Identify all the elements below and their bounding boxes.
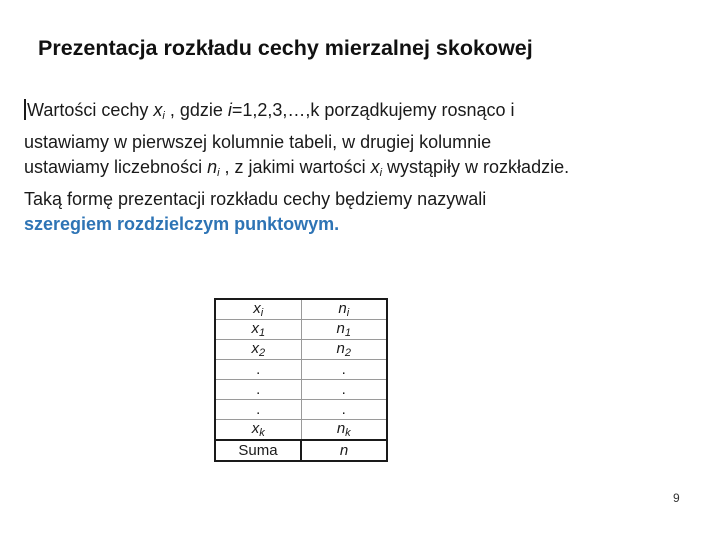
paragraph-line-3: ustawiamy liczebności $n_i$ , z jakimi wartości $x_i$ wystąpiły w rozkładzie. xyxy=(24,157,570,179)
n-cell: $n_1$ xyxy=(301,320,387,340)
x-cell: . xyxy=(215,400,301,420)
table-row xyxy=(215,400,387,420)
paragraph-line-1: Wartości cechy $x_i$ , gdzie i=1,2,3,…,k porządkujemy rosnąco i xyxy=(24,98,704,130)
distribution-table xyxy=(214,298,388,462)
page-number: 9 xyxy=(673,491,680,505)
paragraph-line-4: Taką formę prezentacji rozkładu cechy będziemy nazywali xyxy=(24,188,487,209)
table-sum-row xyxy=(215,440,387,461)
table-row xyxy=(215,360,387,380)
n-cell: . xyxy=(301,360,387,380)
header-x-cell: $x_i$ xyxy=(215,299,301,320)
x-cell: $x_k$ xyxy=(215,420,301,441)
n-cell: $n_k$ xyxy=(301,420,387,441)
highlighted-term: szeregiem rozdzielczym punktowym. xyxy=(24,214,340,234)
table-row xyxy=(215,420,387,441)
x-cell: . xyxy=(215,360,301,380)
header-n-cell: $n_i$ xyxy=(301,299,387,320)
slide-title: Prezentacja rozkładu cechy mierzalnej skokowej xyxy=(38,36,533,60)
description-paragraph xyxy=(24,98,704,238)
n-cell: . xyxy=(301,380,387,400)
table-row xyxy=(215,320,387,340)
x-cell: $x_1$ xyxy=(215,320,301,340)
x-cell: $x_2$ xyxy=(215,340,301,360)
table-row xyxy=(215,340,387,360)
sum-label-cell: Suma xyxy=(215,440,301,461)
sum-value-cell: n xyxy=(301,440,387,461)
n-cell: . xyxy=(301,400,387,420)
n-cell: $n_2$ xyxy=(301,340,387,360)
text-cursor xyxy=(24,99,26,120)
table-row xyxy=(215,380,387,400)
table-header-row xyxy=(215,299,387,320)
x-cell: . xyxy=(215,380,301,400)
paragraph-line-2: ustawiamy w pierwszej kolumnie tabeli, w drugiej kolumnie xyxy=(24,131,492,152)
